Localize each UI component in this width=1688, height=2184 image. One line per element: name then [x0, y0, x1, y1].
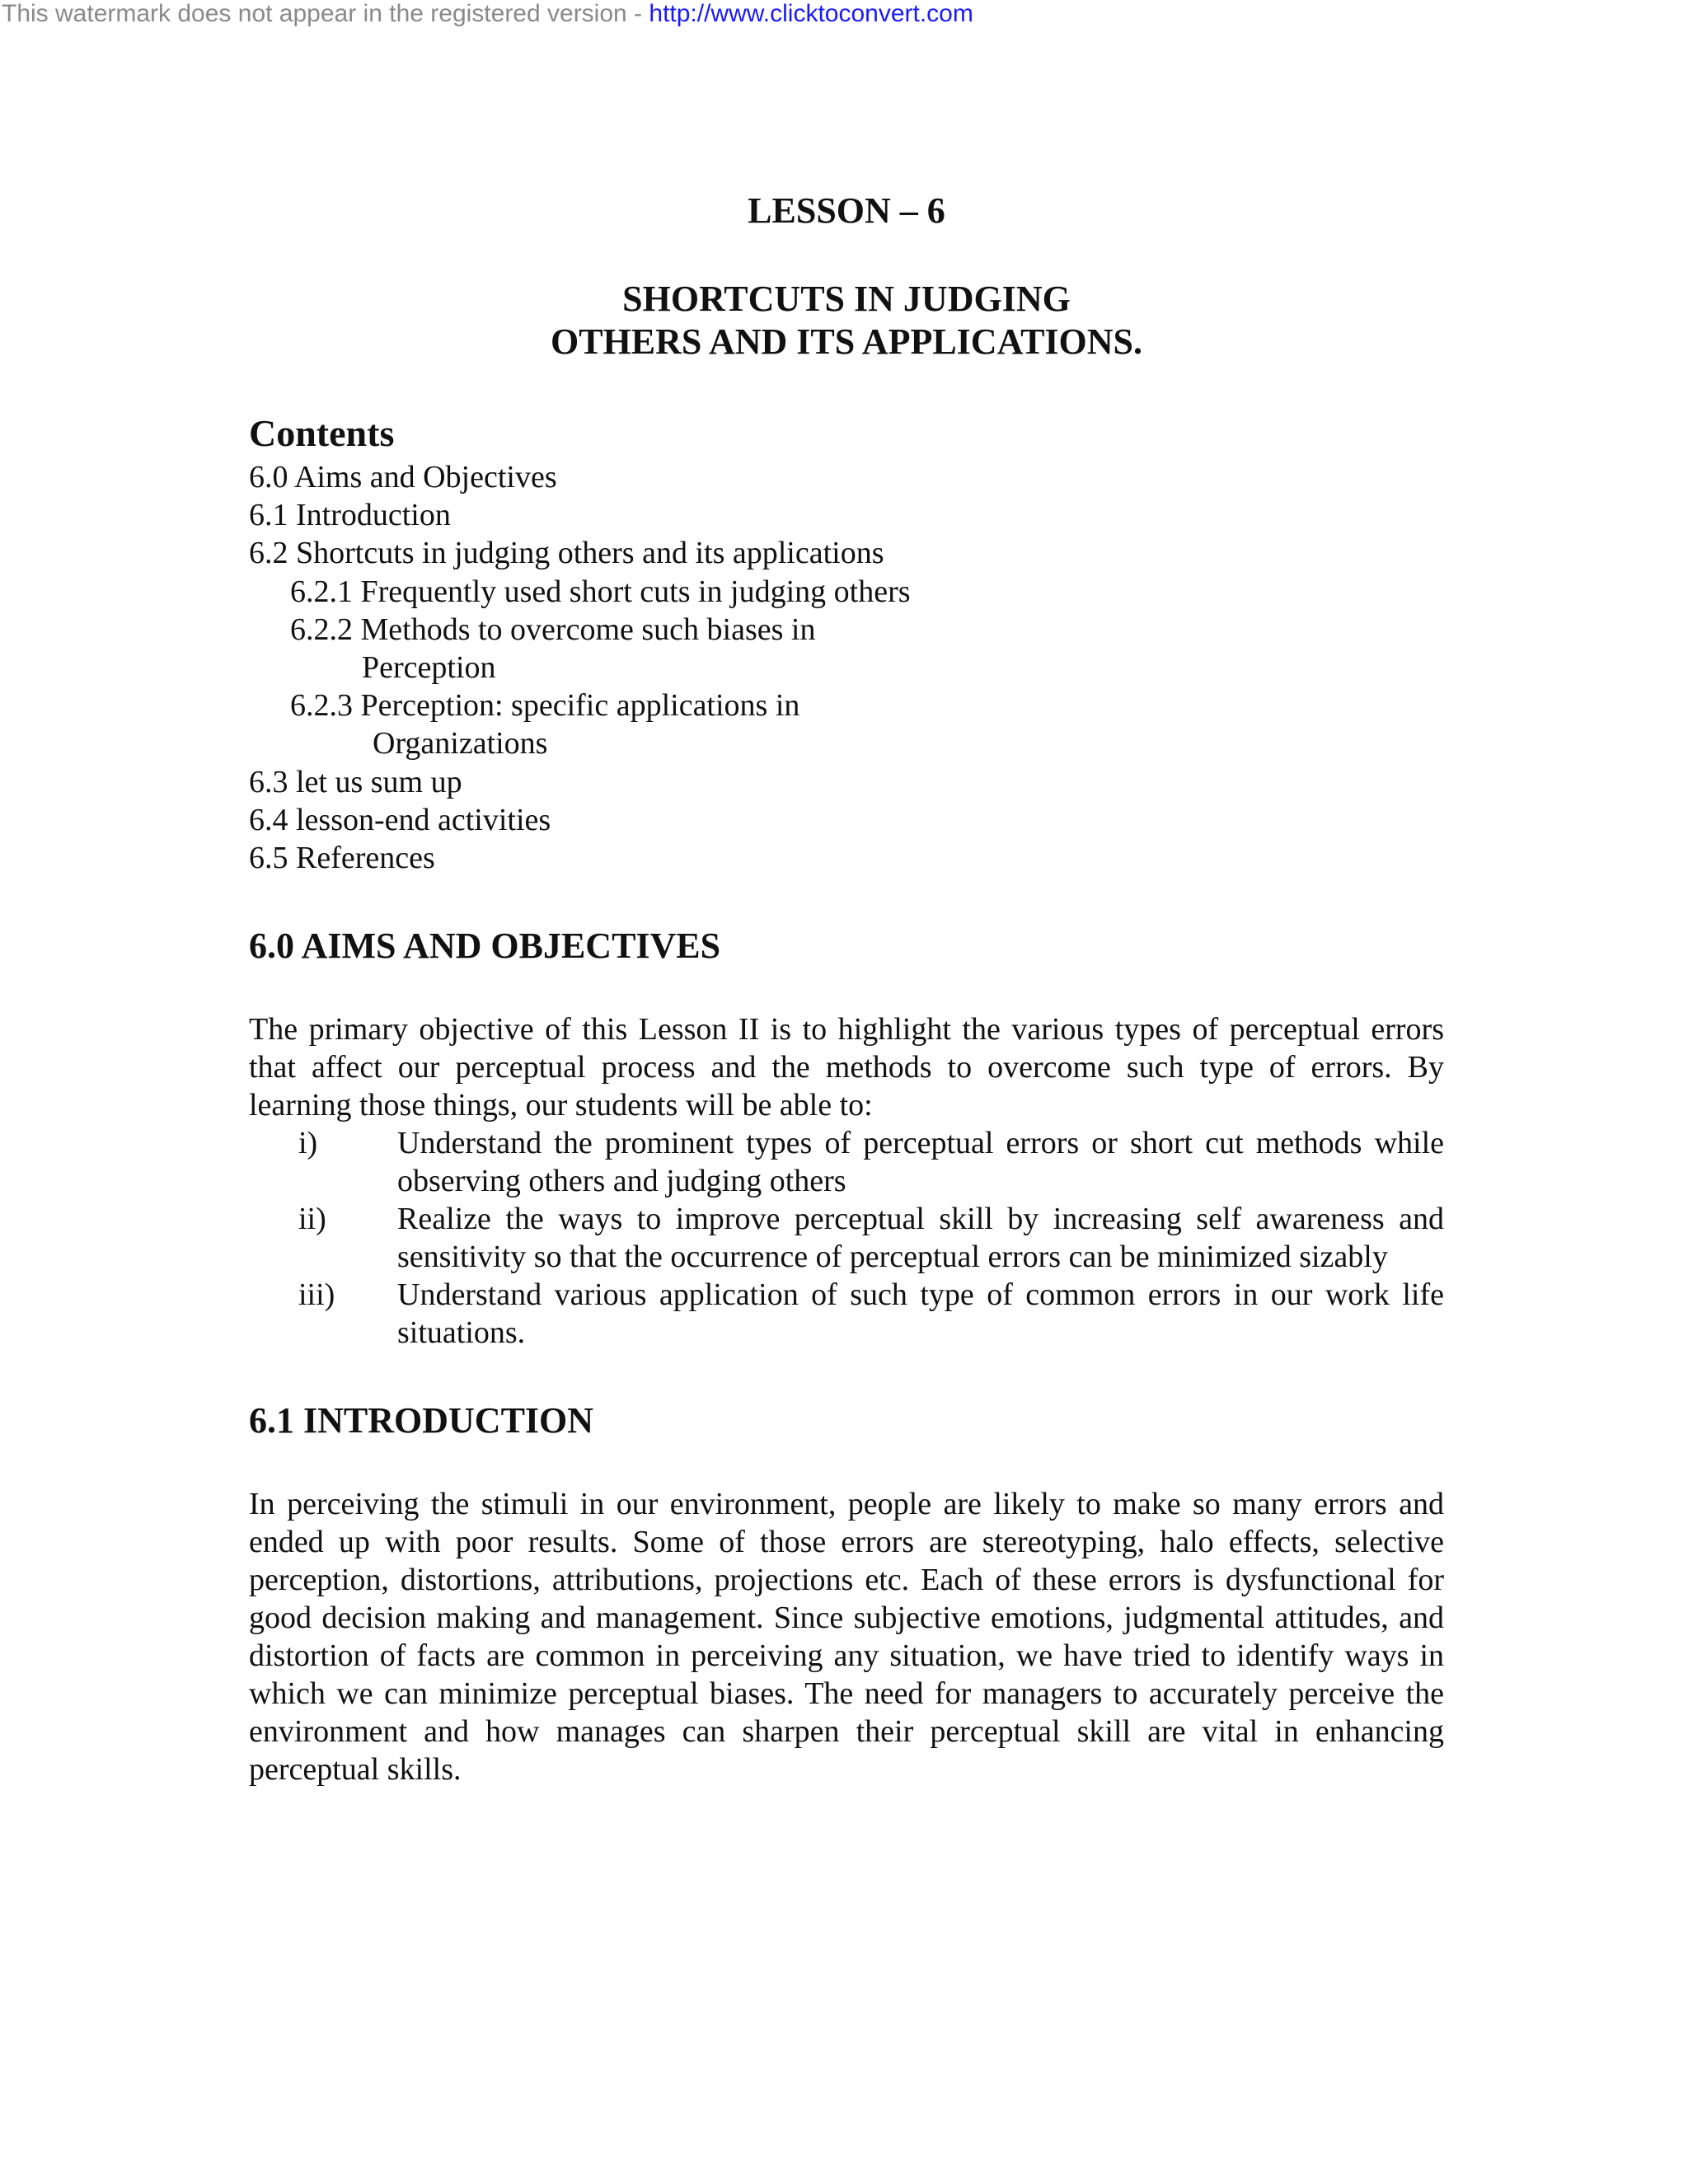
toc-subitem-continuation: Organizations	[373, 726, 548, 762]
objective-item	[249, 1276, 1444, 1352]
objective-number: iii)	[298, 1277, 335, 1313]
toc-item: 6.1 Introduction	[249, 498, 451, 533]
objective-number: i)	[298, 1126, 318, 1161]
objective-number: ii)	[298, 1202, 326, 1237]
objective-text: Understand various application of such type of common errors in our work life situations.	[397, 1277, 1444, 1351]
document-page	[249, 190, 1444, 1788]
watermark	[2, 0, 973, 28]
watermark-link[interactable]: http://www.clicktoconvert.com	[649, 0, 973, 27]
objective-text: Understand the prominent types of perceptual errors or short cut methods while observing others and judging others	[397, 1126, 1444, 1199]
introduction-heading: 6.1 INTRODUCTION	[249, 1400, 594, 1441]
toc-subitem: 6.2.3 Perception: specific applications in	[290, 688, 800, 724]
page-title	[249, 278, 1444, 363]
introduction-paragraph: In perceiving the stimuli in our environment, people are likely to make so many errors and ended up with poor results. Some of those errors are stereotyping, halo effects, selective perception, distortions, attributions, projections etc. Each of these errors is dysfunctional for good decision making and management. Since subjective emotions, judgmental attitudes, and distortion of facts are common in perceiving any situation, we have tried to identify ways in which we can minimize perceptual biases. The need for managers to accurately perceive the environment and how manages can sharpen their perceptual skill are vital in enhancing perceptual skills.	[249, 1487, 1444, 1788]
table-of-contents	[249, 458, 1444, 877]
contents-heading: Contents	[249, 412, 395, 454]
toc-subitem: 6.2.2 Methods to overcome such biases in	[290, 612, 816, 647]
toc-subitem-continuation: Perception	[362, 650, 496, 686]
toc-subitem: 6.2.1 Frequently used short cuts in judging others	[290, 574, 911, 609]
aims-intro-paragraph: The primary objective of this Lesson II is to highlight the various types of perceptual errors that affect our perceptual process and the methods to overcome such type of errors. By learning those things, our students will be able to:	[249, 1012, 1444, 1123]
aims-heading: 6.0 AIMS AND OBJECTIVES	[249, 926, 721, 967]
objective-item	[249, 1124, 1444, 1200]
title-line-2: OTHERS AND ITS APPLICATIONS.	[550, 321, 1143, 362]
toc-item: 6.4 lesson-end activities	[249, 802, 551, 837]
objective-text: Realize the ways to improve perceptual skill by increasing self awareness and sensitivity so that the occurrence of perceptual errors can be minimized sizably	[397, 1202, 1444, 1275]
lesson-number: LESSON – 6	[748, 190, 945, 231]
objectives-list	[249, 1124, 1444, 1352]
toc-item: 6.5 References	[249, 841, 435, 876]
toc-item: 6.0 Aims and Objectives	[249, 460, 557, 494]
toc-item: 6.2 Shortcuts in judging others and its applications	[249, 536, 884, 571]
objective-item	[249, 1200, 1444, 1276]
toc-item: 6.3 let us sum up	[249, 764, 462, 799]
watermark-text: This watermark does not appear in the registered version -	[2, 0, 649, 27]
title-line-1: SHORTCUTS IN JUDGING	[622, 279, 1071, 319]
